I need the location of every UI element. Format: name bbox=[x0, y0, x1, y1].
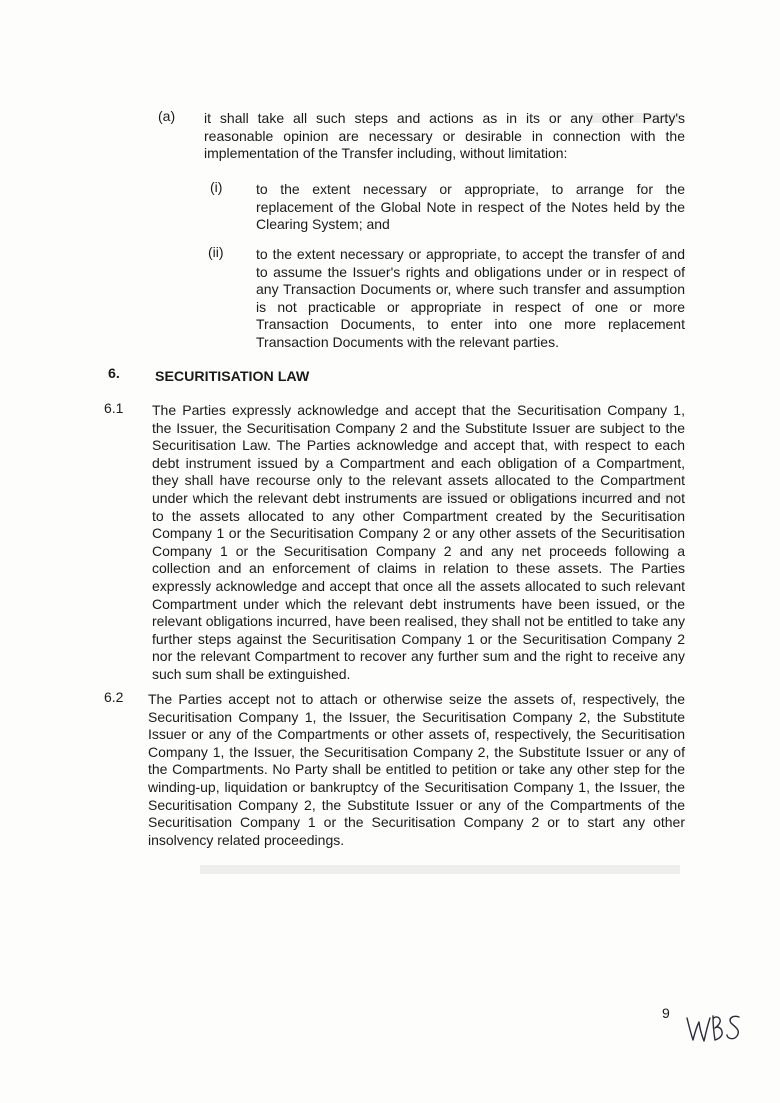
item-i-label: (i) bbox=[210, 179, 223, 195]
page-number: 9 bbox=[662, 1005, 670, 1021]
clause-6-1-number: 6.1 bbox=[104, 400, 124, 416]
item-a-label: (a) bbox=[158, 108, 176, 124]
clause-6-1-text: The Parties expressly acknowledge and accept that the Securitisation Company 1, the Issuer, the Securitisation Company 2 and the Substitute Issuer are subject to the Securitisation Law. The Parties acknowledge and accept that, with respect to each debt instrument issued by a Compartment and each obligation of a Compartment, they shall have recourse only to the relevant assets allocated to the Compartment under which the relevant debt instruments are issued or obligations incurred and not to the assets allocated to any other Compartment created by the Securitisation Company 1 or the Securitisation Company 2 or any other assets of the Securitisation Company 1 or the Securitisation Company 2 and any net proceeds following a collection and an enforcement of claims in relation to these assets. The Parties expressly acknowledge and accept that once all the assets allocated to such relevant Compartment under which the relevant debt instruments have been issued, or the relevant obligations incurred, have been realised, they shall not be entitled to take any further steps against the Securitisation Company 1 or the Securitisation Company 2 nor the relevant Compartment to recover any further sum and the right to receive any such sum shall be extinguished. bbox=[152, 402, 685, 682]
clause-6-2-number: 6.2 bbox=[104, 689, 124, 705]
section-number: 6. bbox=[108, 366, 120, 382]
bleed-through-mark bbox=[200, 865, 680, 874]
handwritten-initials bbox=[683, 1008, 747, 1051]
clause-6-2-text: The Parties accept not to attach or otherwise seize the assets of, respectively, the Securitisation Company 1, the Issuer, the Securitisation Company 2, the Substitute Issuer or any of the Compartments or other assets of, respectively, the Securitisation Company 1, the Issuer, the Securitisation Company 2, the Substitute Issuer or any of the Compartments. No Party shall be entitled to petition or take any other step for the winding-up, liquidation or bankruptcy of the Securitisation Company 1, the Issuer, the Securitisation Company 2, the Substitute Issuer or any of the Compartments of the Securitisation Company 1 or the Securitisation Company 2 or to start any other insolvency related proceedings. bbox=[148, 691, 685, 848]
section-title: SECURITISATION LAW bbox=[155, 369, 310, 385]
item-ii-label: (ii) bbox=[208, 244, 224, 260]
signature-initials-icon bbox=[683, 1008, 747, 1048]
item-a-text: it shall take all such steps and actions as in its or any other Party's reasonable opinion are necessary or desirable in connection with the implementation of the Transfer including, without limitation: bbox=[204, 110, 685, 162]
item-ii-text: to the extent necessary or appropriate, to accept the transfer of and to assume the Issuer's rights and obligations under or in respect of any Transaction Documents or, where such transfer and assumption is not practicable or appropriate in respect of one or more Transaction Documents, to enter into one more replacement Transaction Documents with the relevant parties. bbox=[256, 246, 685, 350]
item-i-text: to the extent necessary or appropriate, to arrange for the replacement of the Global Note in respect of the Notes held by the Clearing System; and bbox=[256, 181, 685, 233]
